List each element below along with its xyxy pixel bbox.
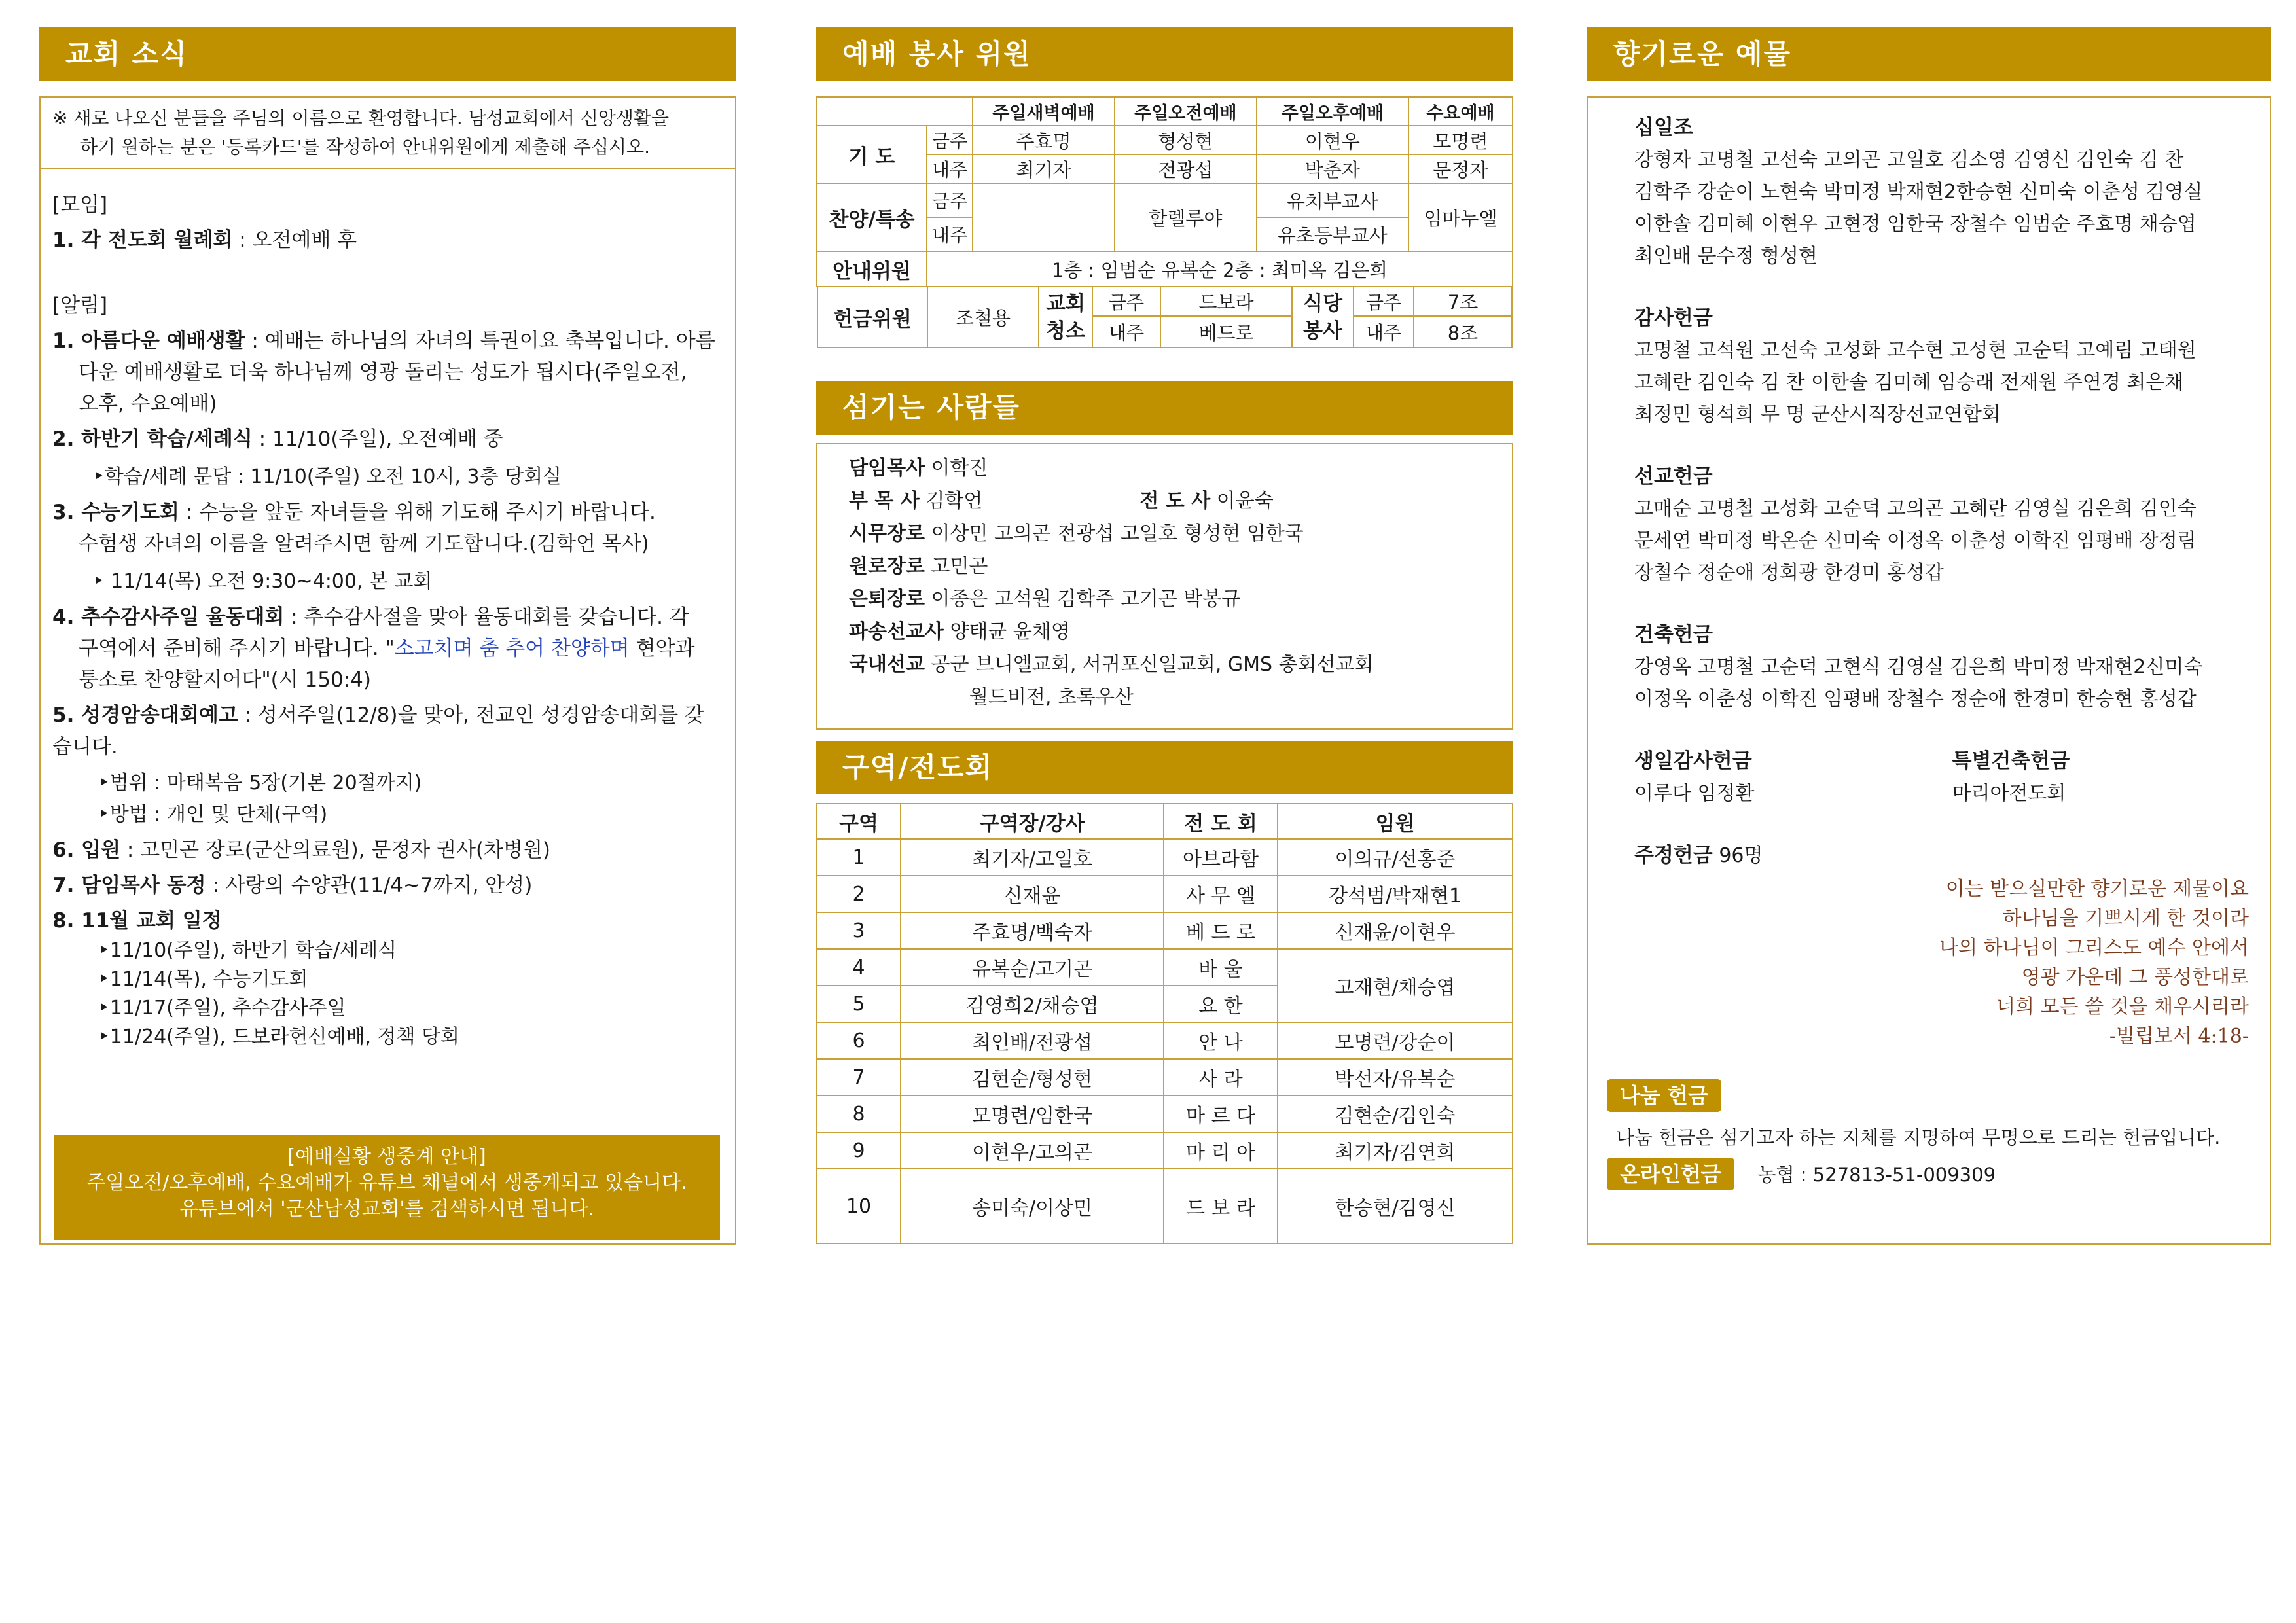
sharing-offering-text: 나눔 헌금은 섬기고자 하는 지체를 지명하여 무명으로 드리는 헌금입니다. xyxy=(1616,1126,2221,1149)
table-row: 9 이현우/고의곤 마 리 아 최기자/김연희 xyxy=(817,1132,1513,1169)
area-title: 구역/전도회 xyxy=(816,741,1513,794)
thanks-group: 감사헌금 고명철 고석원 고선숙 고성화 고수현 고성현 고순덕 고예림 고태원 고혜란 김인숙 김 찬 이한솔 김미혜 임승래 전재원 주연경 최은채 최정민 형석희 무 명 군산시직장선교연합회 xyxy=(1634,306,2197,426)
table-row: 3 주효명/백숙자 베 드 로 신재윤/이현우 xyxy=(817,912,1513,949)
elders-row: 시무장로 이상민 고의곤 전광섭 고일호 형성현 임한국 xyxy=(849,522,1304,545)
table-row: 4 유복순/고기곤 바 울 고재현/채승엽 xyxy=(817,949,1513,986)
table-row: 6 최인배/전광섭 안 나 모명련/강순이 xyxy=(817,1022,1513,1059)
psalm-quote: 소고치며 춤 추어 찬양하며 xyxy=(394,637,630,660)
building-group: 건축헌금 강영옥 고명철 고순덕 고현식 김영실 김은희 박미정 박재현2신미숙 이정옥 이춘성 이학진 임평배 장철수 정순애 한경미 한승현 홍성갑 xyxy=(1634,623,2203,711)
table-row: 1 최기자/고일호 아브라함 이의규/선홍준 xyxy=(817,839,1513,876)
welcome-notice xyxy=(41,98,735,169)
area-table-header: 구역 구역장/강사 전 도 회 임원 xyxy=(817,804,1513,839)
sharing-offering xyxy=(1607,1079,2261,1154)
welcome-notice-line1: ※ 새로 나오신 분들을 주님의 이름으로 환영합니다. 남성교회에서 신앙생활을 xyxy=(52,107,670,129)
notice-item-2: 2. 하반기 학습/세례식 : 11/10(주일), 오전예배 중 ‣학습/세례 문답 : 11/10(주일) 오전 10시, 3층 당회실 xyxy=(52,427,562,488)
meeting-item-1: 1. 각 전도회 월례회 : 오전예배 후 xyxy=(52,228,357,252)
live-stream-notice: [예배실황 생중계 안내] 주일오전/오후예배, 수요예배가 유튜브 채널에서 생중계되고 있습니다. 유튜브에서 '군산남성교회'를 검색하시면 됩니다. xyxy=(54,1135,720,1240)
notice-item-7: 7. 담임목사 동정 : 사랑의 수양관(11/4~7까지, 안성) xyxy=(52,874,533,897)
table-row: 8 모명련/임한국 마 르 다 김현순/김인숙 xyxy=(817,1096,1513,1132)
domestic-mission-row-2: 월드비전, 초록우산 xyxy=(969,686,1134,709)
birthday-special-group: 생일감사헌금 이루다 임정환 특별건축헌금 마리아전도회 xyxy=(1634,749,2070,805)
section-notice: [알림] xyxy=(52,294,108,317)
sharing-offering-tag: 나눔 헌금 xyxy=(1607,1079,1721,1112)
news-list xyxy=(41,169,735,1065)
bible-verse: 이는 받으실만한 향기로운 제물이요 하나님을 기쁘시게 한 것이라 나의 하나님이 그리스도 예수 안에서 영광 가운데 그 풍성한대로 너희 모든 쓸 것을 채우시리라 -빌립보서 4:18- xyxy=(1939,878,2249,1048)
weekly-offering: 주정헌금 96명 xyxy=(1634,844,1763,867)
notice-item-8: 8. 11월 교회 일정 ‣11/10(주일), 하반기 학습/세례식 ‣11/14(목), 수능기도회 ‣11/17(주일), 추수감사주일 ‣11/24(주일), 드보라헌신예배, 정책 당회 xyxy=(52,909,459,1048)
notice-item-6: 6. 입원 : 고민곤 장로(군산의료원), 문정자 권사(차병원) xyxy=(52,838,551,862)
domestic-mission-row: 국내선교 공군 브니엘교회, 서귀포신일교회, GMS 총회선교회 xyxy=(849,653,1374,676)
service-volunteers-title: 예배 봉사 위원 xyxy=(816,27,1513,81)
service-volunteers-table: 주일새벽예배 주일오전예배 주일오후예배 수요예배 기 도 금주 주효명 형성현 이현우 모명련 내주 최기자 전광섭 박춘자 문정자 찬양/특송 금주 할렐루야 유치부교사 임마누엘 내주 유초등부교사 안내위원 1층 : 임범순 유복순 2층 : 최미옥 김은희 헌금위원 조철용 교회 청소 금주 드보라 식당 봉사 금주 7조 내주 베드로 내주 8조 xyxy=(816,96,1513,348)
notice-item-5: 5. 성경암송대회예고 : 성서주일(12/8)을 맞아, 전교인 성경암송대회를 갖습니다. ‣범위 : 마태복음 5장(기본 20절까지) ‣방법 : 개인 및 단체(구역) xyxy=(52,704,704,826)
section-meeting: [모임] xyxy=(52,193,108,217)
bank-account: 농협 : 527813-51-009309 xyxy=(1757,1164,1996,1186)
table-row: 2 신재윤 사 무 엘 강석범/박재현1 xyxy=(817,876,1513,912)
serving-people-box xyxy=(816,443,1513,730)
offering-column xyxy=(1587,27,2271,1186)
offering-title: 향기로운 예물 xyxy=(1587,27,2271,81)
mission-offering-group: 선교헌금 고매순 고명철 고성화 고순덕 고의곤 고혜란 김영실 김은희 김인숙 문세연 박미정 박온순 신미숙 이정옥 이춘성 이학진 임평배 장정림 장철수 정순애 정회광 한경미 홍성갑 xyxy=(1634,465,2197,584)
church-news-column xyxy=(39,27,736,1221)
serving-people-title: 섬기는 사람들 xyxy=(816,381,1513,435)
notice-item-3: 3. 수능기도회 : 수능을 앞둔 자녀들을 위해 기도해 주시기 바랍니다. 수험생 자녀의 이름을 알려주시면 함께 기도합니다.(김학언 목사) ‣ 11/14(목) 오전 9:30~4:00, 본 교회 xyxy=(52,501,656,593)
emeritus-elder-row: 원로장로 고민곤 xyxy=(849,555,988,578)
tithe-group: 십일조 강형자 고명철 고선숙 고의곤 고일호 김소영 김영신 김인숙 김 찬 김학주 강순이 노현숙 박미정 박재현2한승현 신미숙 이춘성 김영실 이한솔 김미혜 이현우 고현정 임한국 장철수 임범순 주효명 채승엽 최인배 문수정 형성현 xyxy=(1634,116,2203,268)
table-row: 10 송미숙/이상민 드 보 라 한승현/김영신 xyxy=(817,1169,1513,1243)
associate-pastor-row: 부 목 사 김학언 전 도 사 이윤숙 xyxy=(849,490,1274,512)
area-table xyxy=(816,803,1513,1244)
retired-elders-row: 은퇴장로 이종은 고석원 김학주 고기곤 박봉규 xyxy=(849,588,1241,611)
notice-item-4: 4. 추수감사주일 율동대회 : 추수감사절을 맞아 율동대회를 갖습니다. 각 구역에서 준비해 주시기 바랍니다. "소고치며 춤 추어 찬양하며 현악과 퉁소로 찬양할지어다"(시 150:4) xyxy=(52,605,695,692)
notice-item-1: 1. 아름다운 예배생활 : 예배는 하나님의 자녀의 특권이요 축복입니다. 아름 다운 예배생활로 더욱 하나님께 영광 돌리는 성도가 됩시다(주일오전, 오후, 수요예배) xyxy=(52,329,715,416)
senior-pastor-row: 담임목사 이학진 xyxy=(849,457,988,480)
service-column xyxy=(816,27,1513,1220)
missionaries-row: 파송선교사 양태균 윤채영 xyxy=(849,620,1070,643)
table-row: 5 김영희2/채승엽 요 한 xyxy=(817,986,1513,1022)
online-offering-tag: 온라인헌금 xyxy=(1607,1158,1734,1190)
church-news-title: 교회 소식 xyxy=(39,27,736,81)
church-news-box xyxy=(39,96,736,1245)
offering-box xyxy=(1587,96,2271,1245)
table-row: 7 김현순/형성현 사 라 박선자/유복순 xyxy=(817,1059,1513,1096)
welcome-notice-line2: 하기 원하는 분은 '등록카드'를 작성하여 안내위원에게 제출해 주십시오. xyxy=(80,136,650,158)
online-offering xyxy=(1607,1158,1996,1191)
